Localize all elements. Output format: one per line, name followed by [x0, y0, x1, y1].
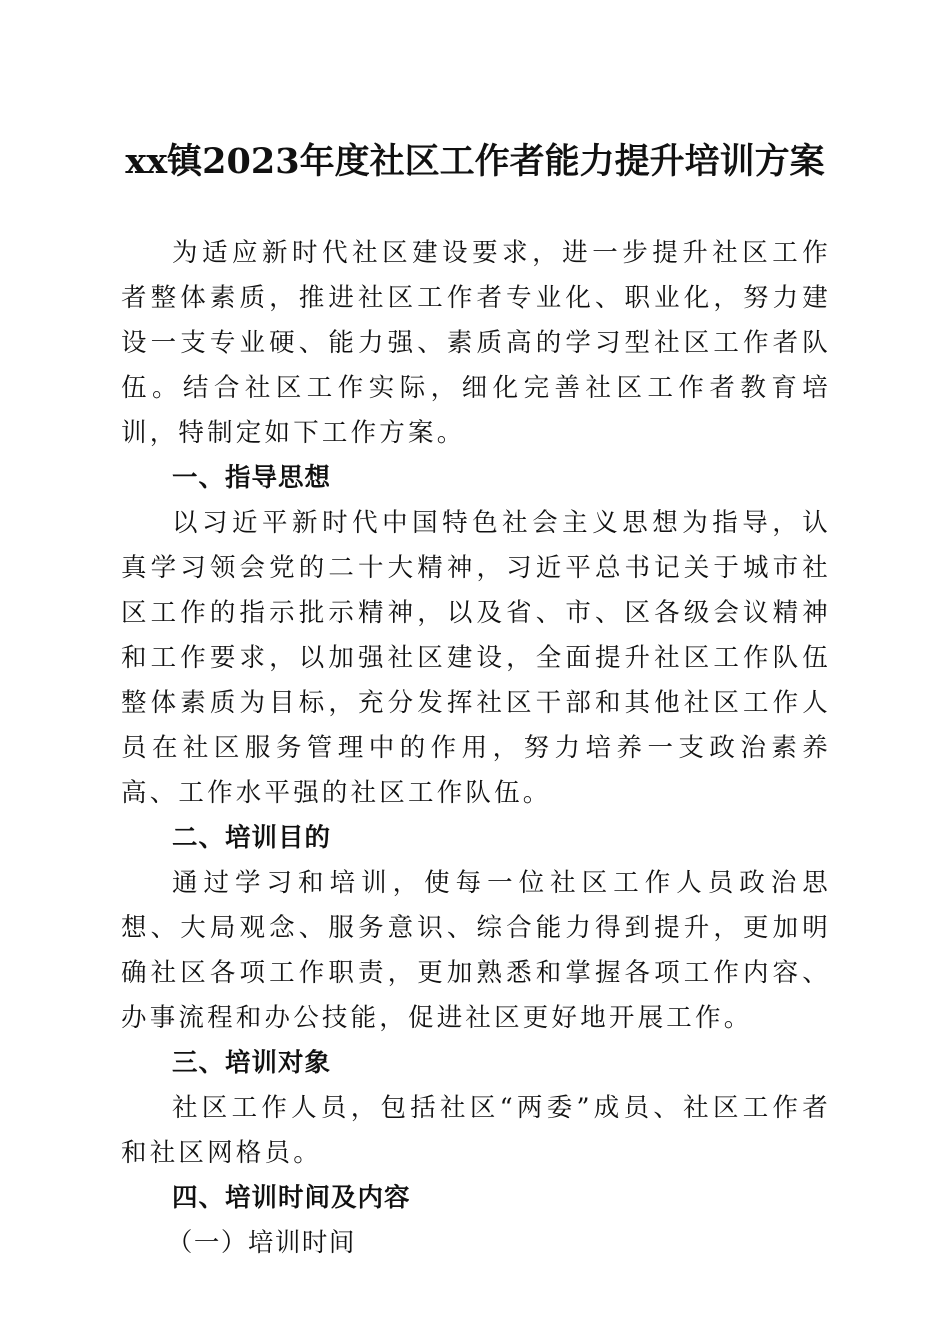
document-body [121, 231, 831, 1266]
intro-paragraph: 为适应新时代社区建设要求，进一步提升社区工作者整体素质，推进社区工作者专业化、职业化，努力建设一支专业硬、能力强、素质高的学习型社区工作者队伍。结合社区工作实际，细化完善社区工作者教育培训，特制定如下工作方案。 [121, 238, 831, 448]
section-paragraph-guiding-thought: 以习近平新时代中国特色社会主义思想为指导，认真学习领会党的二十大精神，习近平总书记关于城市社区工作的指示批示精神，以及省、市、区各级会议精神和工作要求，以加强社区建设，全面提升社区工作队伍整体素质为目标，充分发挥社区干部和其他社区工作人员在社区服务管理中的作用，努力培养一支政治素养高、工作水平强的社区工作队伍。 [121, 508, 831, 808]
section-heading-training-target: 三、培训对象 [172, 1048, 332, 1078]
document-title: xx镇2023年度社区工作者能力提升培训方案 [125, 141, 825, 182]
section-paragraph-training-purpose: 通过学习和培训，使每一位社区工作人员政治思想、大局观念、服务意识、综合能力得到提升，更加明确社区各项工作职责，更加熟悉和掌握各项工作内容、办事流程和办公技能，促进社区更好地开展工作。 [121, 868, 831, 1033]
section-heading-training-purpose: 二、培训目的 [172, 823, 332, 853]
section-paragraph-training-target: 社区工作人员，包括社区“两委”成员、社区工作者和社区网格员。 [121, 1093, 831, 1168]
section-heading-guiding-thought: 一、指导思想 [172, 463, 332, 493]
subsection-heading-training-time: （一）培训时间 [166, 1228, 356, 1258]
section-heading-time-and-content: 四、培训时间及内容 [172, 1183, 411, 1213]
